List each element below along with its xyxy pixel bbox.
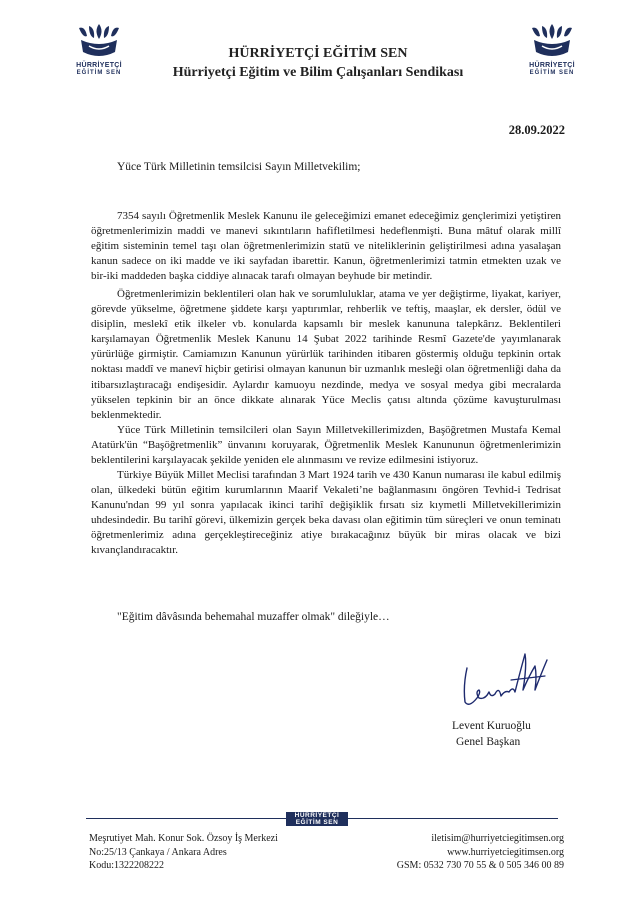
logo-text-line1: HÜRRİYETÇİ <box>76 62 122 69</box>
address-line: Meşrutiyet Mah. Konur Sok. Özsoy İş Merkezi <box>89 833 278 844</box>
paragraph: Öğretmenlerimizin beklentileri olan hak ve sorumluluklar, atama ve yer değiştirme, liyakat, kariyer, görevde yükselme, öğretmene şiddete karşı yaptırımlar, rehberlik ve teftiş, maaşlar, ek dersler, ödül ve disiplin, meslekî etik ilkeler vb. konularda kapsamlı bir meslek kanununa talepkârız. Beklentileri karşılamayan Öğretmenlik Meslek Kanunu 14 Şubat 2022 tarihinde Resmî Gazete'de yayımlanarak yürürlüğe girmiştir. Camiamızın Kanunun yürürlük tarihinden itibaren göstermiş olduğu tepkinin ortak noktası maddî ve manevî hiçbir getirisi olmayan kanunun bir uzmanlık mesleği olan öğretmenliği daha da itibarsızlaştıracağı endişesidir. Aylardır kamuoyu nezdinde, medya ve sosyal medya gibi mecralarda yükselen tepkinin bir an önce dikkate alınarak Yüce Meclis çatısı altında çözüme kavuşturulması beklenmektedir. <box>91 288 561 421</box>
footer-address <box>89 832 278 873</box>
logo-text-line2: EĞİTİM SEN <box>529 70 575 76</box>
organization-full-name: Hürriyetçi Eğitim ve Bilim Çalışanları Sendikası <box>172 65 464 80</box>
closing-line: "Eğitim dâvâsında behemahal muzaffer olmak" dileğiyle… <box>117 611 390 623</box>
signer-name: Levent Kuruoğlu <box>452 720 531 732</box>
paragraph: Türkiye Büyük Millet Meclisi tarafından 3 Mart 1924 tarih ve 430 Kanun numarası ile kabul edilmiş olan, ülkedeki bütün eğitim kurumlarının Maarif Vekaleti’ne bağlanmasını öngören Tevhid-i Tedrisat Kanunu'ndan 99 yıl sonra yapılacak ikinci tarihî değişiklik fırsatı siz kıymetli Milletvekillerimizin uhdesindedir. Bu tarihî görevi, ülkemizin gerçek beka davası olan eğitimin tüm süreçleri ve onun teminatı öğretmenlerimiz adına gerçekleştireceğiniz atiye bırakacağınız büyük bir miras olacak ve bizi kıvançlandıracaktır. <box>91 468 561 557</box>
paragraph: Yüce Türk Milletinin temsilcileri olan Sayın Milletvekillerimizden, Başöğretmen Mustafa Kemal Atatürk'ün “Başöğretmenlik” ünvanını koruyarak, Öğretmenlik Meslek Kanununun öğretmenlerimizin beklentilerini karşılayacak şekilde yeniden ele alınmasını ve revize edilmesini istiyoruz. <box>91 423 561 466</box>
logo-text-line1: HÜRRİYETÇİ <box>529 62 575 69</box>
footer-logo-line1: HÜRRİYETÇİ <box>294 812 340 819</box>
contact-phone: GSM: 0532 730 70 55 & 0 505 346 00 89 <box>396 860 564 871</box>
address-line: Kodu:1322208222 <box>89 860 164 871</box>
paragraph: 7354 sayılı Öğretmenlik Meslek Kanunu ile geleceğimizi emanet edeceğimiz gençlerimizi yetiştiren öğretmenlerimizin maddi ve manevi sıkıntıların hafifletilmesi hedeflenmişti. Buna mâtuf olarak millî eğitim sisteminin temel taşı olan öğretmenlerimizin statü ve niteliklerinin geliştirilmesi adına yasalaşan kanun sadece on iki madde ve iki sayfadan ibarettir. Kanun, öğretmenlerimizi tatmin etmekten uzak ve bir-iki maddeden başka ciddiye alınacak tarafı olmayan beyhude bir metindir. <box>91 210 561 283</box>
contact-email[interactable]: iletisim@hurriyetciegitimsen.org <box>431 833 564 844</box>
logo-text-line2: EĞİTİM SEN <box>76 70 122 76</box>
footer-logo <box>286 812 348 826</box>
letter-date: 28.09.2022 <box>508 123 565 137</box>
signer-block <box>452 718 531 750</box>
handwritten-signature <box>455 646 555 714</box>
footer-logo-line2: EĞİTİM SEN <box>295 819 339 826</box>
address-line: No:25/13 Çankaya / Ankara Adres <box>89 846 227 858</box>
signer-title: Genel Başkan <box>456 736 521 748</box>
letter-body <box>91 209 561 558</box>
footer-contact <box>397 832 564 873</box>
contact-website[interactable]: www.hurriyetciegitimsen.org <box>447 846 564 858</box>
organization-name: HÜRRİYETÇİ EĞİTİM SEN <box>228 46 408 61</box>
salutation: Yüce Türk Milletinin temsilcisi Sayın Milletvekilim; <box>117 161 361 173</box>
